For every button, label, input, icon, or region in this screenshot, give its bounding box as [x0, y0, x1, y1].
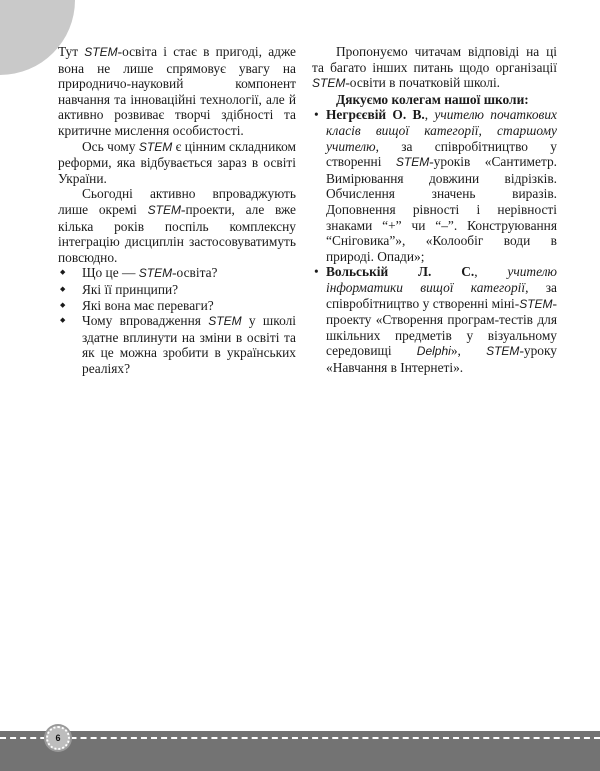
text-segment: Тут [58, 44, 85, 59]
text-segment: -освіта? [172, 265, 218, 281]
thanks-item [312, 107, 557, 264]
text-segment: Чому впровадження [82, 313, 209, 329]
right-column [312, 44, 557, 375]
question-item [58, 265, 296, 282]
footer-dashed-line [0, 737, 600, 739]
text-segment: -уроків «Сантиметр. Вимірювання довжини відрізків. Обчислення значень виразів. Доповнення рівності і нерівності знаками “+” чи “–”. Конструювання “Сніговика”», «Колообіг води в природі. Опади»; [326, 154, 557, 264]
text-segment: Сьогодні активно впроваджують лише окремі [58, 186, 296, 217]
text-segment: , за співробітництво у створенні міні- [326, 279, 558, 311]
left-paragraphs [58, 44, 296, 265]
text-segment: , [474, 264, 508, 280]
text-segment: -проекту «Створення програм-тестів для шкільних предметів у візуальному середовищі [326, 295, 557, 359]
text-segment: Які її принципи? [82, 281, 179, 297]
text-segment: -уроку «Навчання в Інтернеті». [326, 343, 557, 375]
question-list [58, 265, 296, 376]
paragraph [312, 44, 557, 92]
right-paragraphs [312, 44, 557, 107]
text-segment: STEM [84, 45, 118, 59]
text-segment: STEM [395, 155, 430, 170]
text-segment: учителю інформатики вищої категорії [326, 264, 557, 295]
text-segment: Пропонуємо читачам відповіді на ці та багато інших питань щодо організації [312, 44, 557, 75]
text-segment: STEM [312, 76, 346, 91]
page-number: 6 [46, 726, 70, 750]
paragraph [58, 139, 296, 187]
text-segment: Вольській Л. С. [326, 264, 475, 280]
text-segment: -освіта і стає в пригоді, адже вона не лише спрямовує увагу на природничо-науковий компонент навчання та інноваційні технології, але й активно розвиває творчі здібності та критичне мислення особистості. [58, 44, 296, 138]
thanks-item [312, 264, 557, 375]
paragraph [58, 44, 296, 139]
text-segment: Які вона має переваги? [82, 297, 214, 313]
text-segment: Дякуємо колегам нашої школи: [336, 91, 529, 107]
text-segment: -проекти, але вже кілька років поспіль комплексну інтеграцію дисциплін застосовуватимуть повсюдно. [58, 201, 296, 265]
paragraph [58, 186, 296, 265]
question-item [58, 313, 296, 376]
text-segment: є цінним складником реформи, яка відбувається зараз в освіті України. [58, 138, 296, 186]
text-segment: Що це — [82, 265, 139, 281]
text-segment: STEM [138, 139, 173, 154]
text-segment: Негрєєвій О. В. [326, 107, 425, 123]
text-segment: у школі здатне вплинути на зміни в освіті та як це можна зробити в українських реаліях? [82, 313, 296, 376]
text-segment: учителю початкових класів вищої категорії, старшому учителю [326, 107, 557, 154]
text-segment: Delphi [416, 344, 451, 359]
paragraph [312, 92, 557, 108]
left-column [58, 44, 296, 376]
text-segment: STEM [208, 314, 242, 329]
text-segment: -освіти в початковій школі. [345, 75, 501, 91]
question-item [58, 298, 296, 314]
text-segment: STEM [486, 344, 520, 359]
text-segment: STEM [519, 296, 553, 311]
text-segment: , за співробітництво у створенні [326, 138, 557, 170]
text-segment: , [424, 107, 435, 123]
text-segment: STEM [147, 202, 182, 217]
text-segment: Ось чому [82, 138, 139, 154]
question-item [58, 282, 296, 298]
thanks-list [312, 107, 557, 375]
text-segment: STEM [138, 266, 173, 281]
text-segment: », [450, 343, 487, 359]
